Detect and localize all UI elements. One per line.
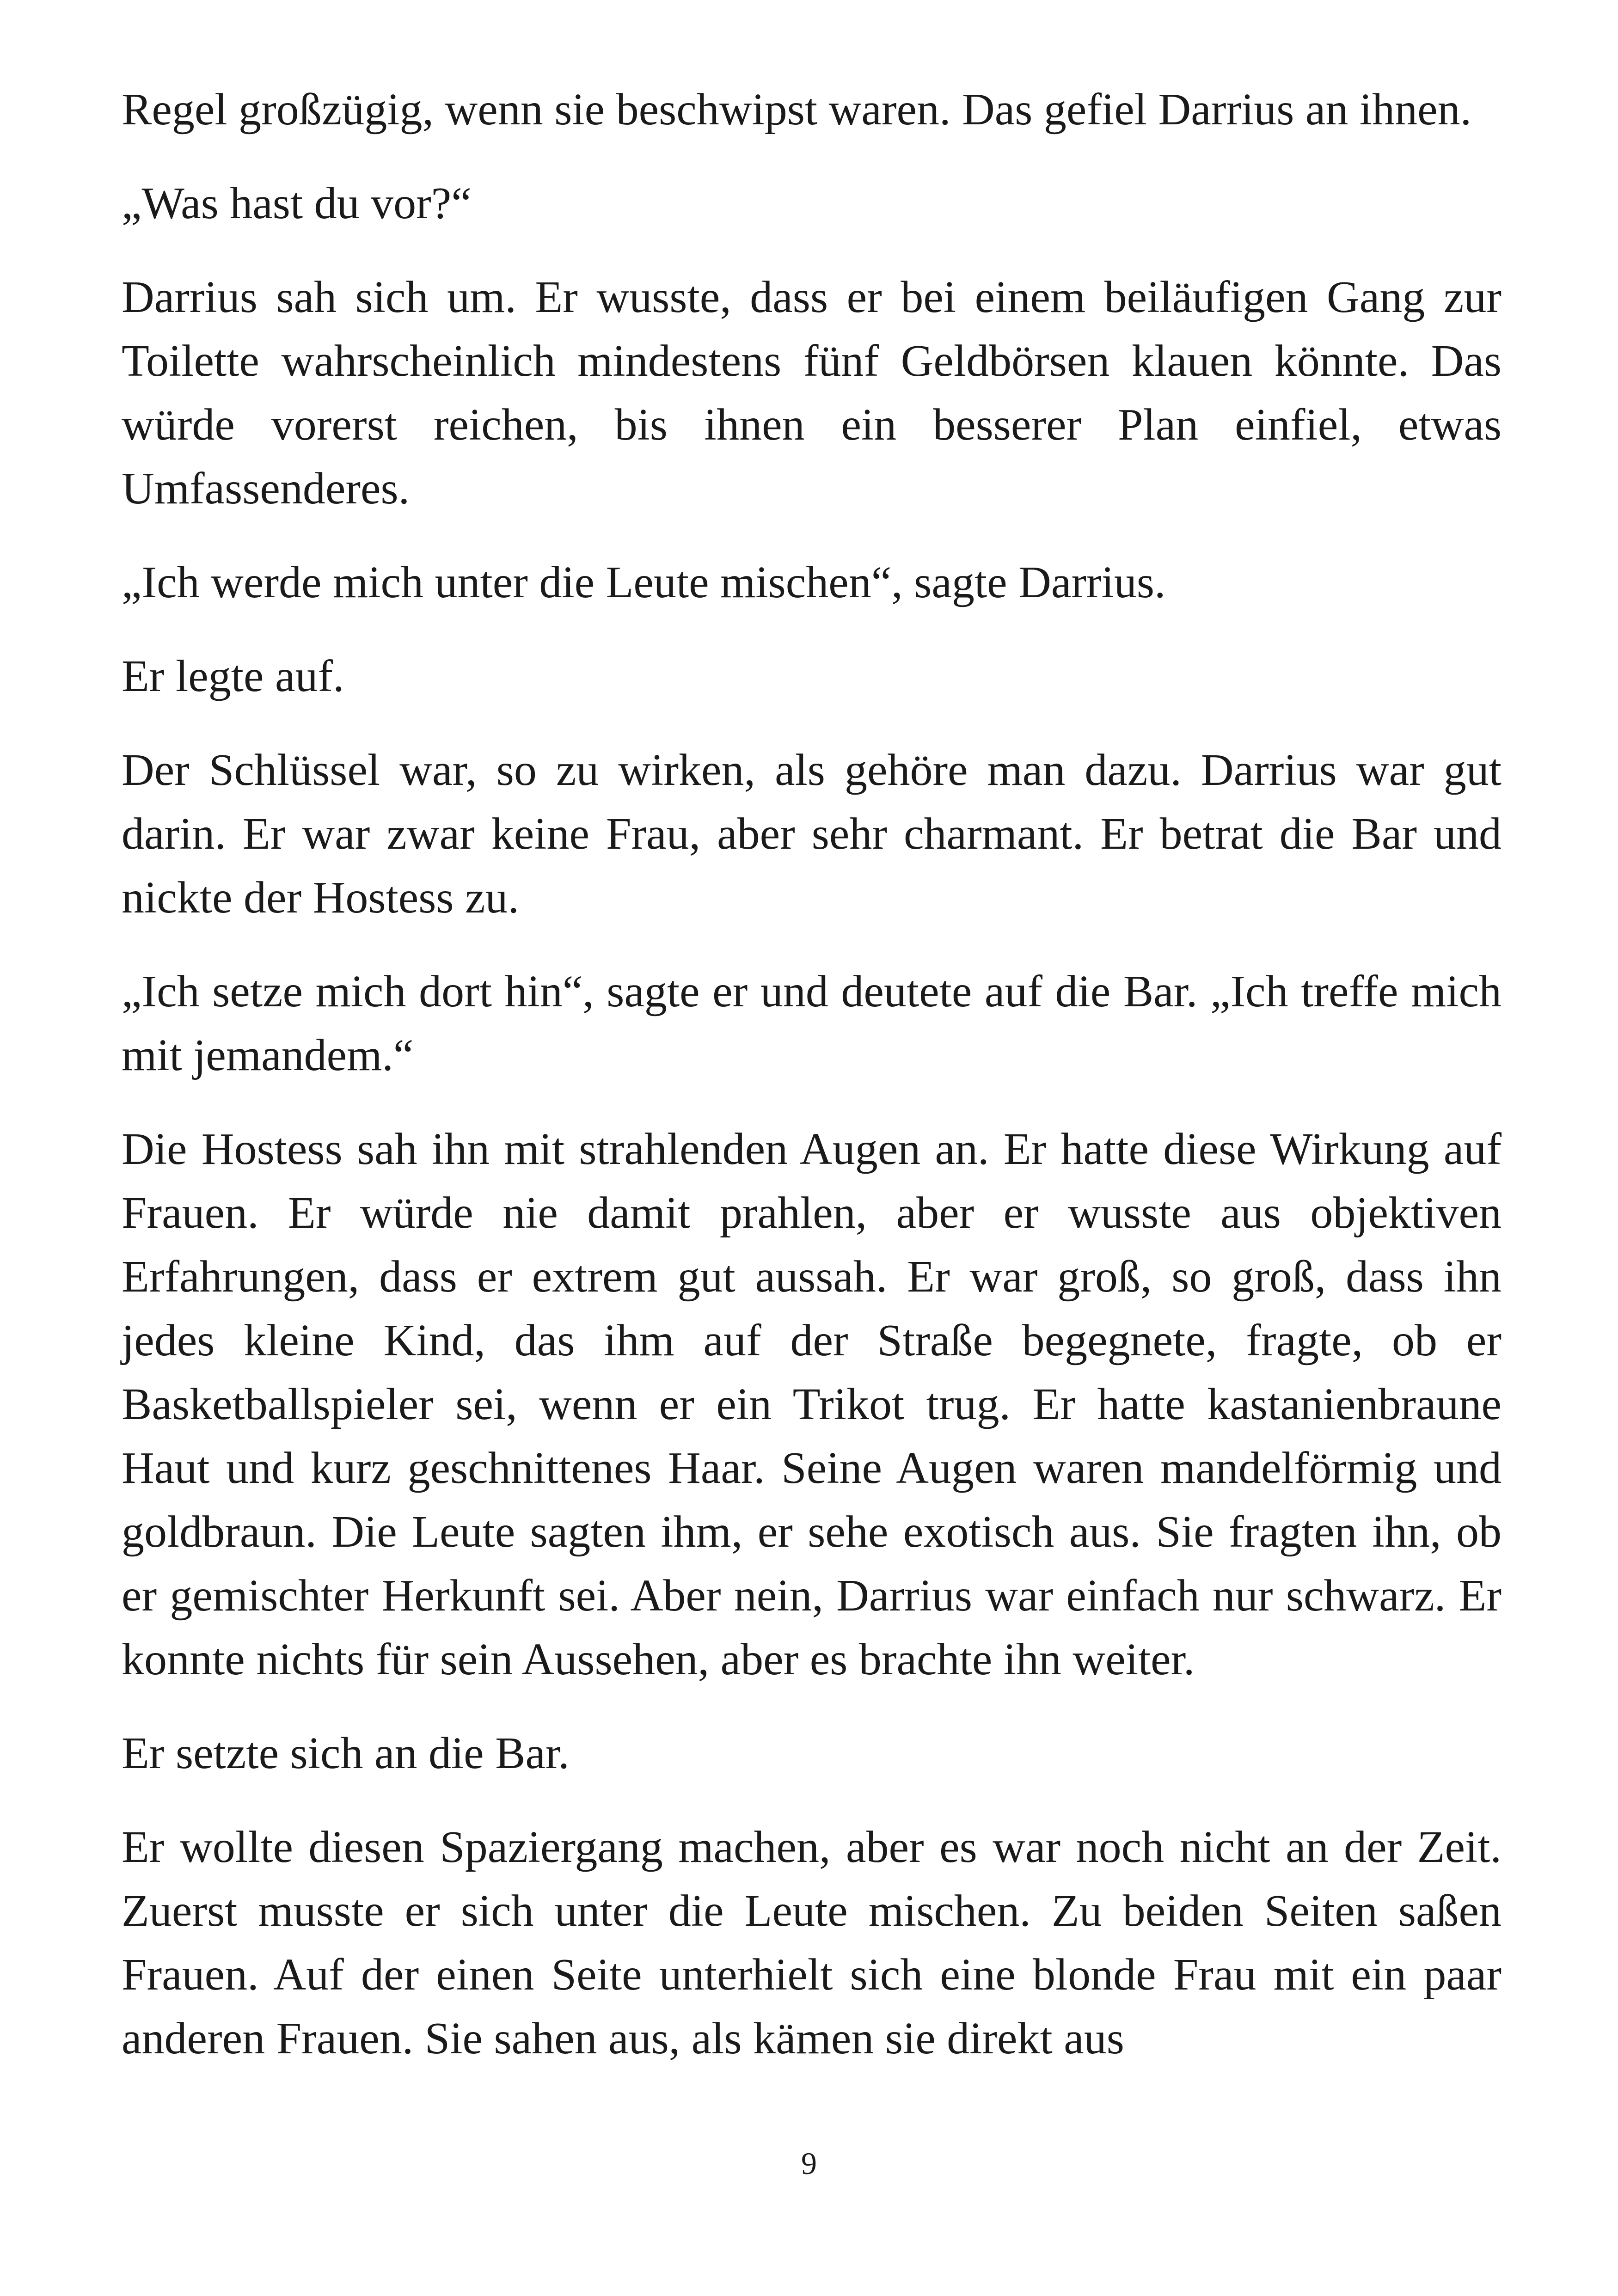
paragraph-2: „Was hast du vor?“ xyxy=(122,178,472,228)
paragraph-5: Er legte auf. xyxy=(122,651,344,701)
paragraph-4: „Ich werde mich unter die Leute mischen“, sagte Darrius. xyxy=(122,557,1166,607)
paragraph-3: Darrius sah sich um. Er wusste, dass er bei einem beiläufigen Gang zur Toilette wahrscheinlich mindestens fünf Geldbörsen klauen könnte. Das würde vorerst reichen, bis ihnen ein besserer Plan einfiel, etwas Umfassenderes. xyxy=(122,272,1502,514)
paragraph-1: Regel großzügig, wenn sie beschwipst waren. Das gefiel Darrius an ihnen. xyxy=(122,85,1472,135)
paragraph-9: Er setzte sich an die Bar. xyxy=(122,1728,570,1778)
paragraph-7: „Ich setze mich dort hin“, sagte er und deutete auf die Bar. „Ich treffe mich mit jemandem.“ xyxy=(122,967,1502,1080)
paragraph-6: Der Schlüssel war, so zu wirken, als gehöre man dazu. Darrius war gut darin. Er war zwar keine Frau, aber sehr charmant. Er betrat die Bar und nickte der Hostess zu. xyxy=(122,745,1502,923)
paragraph-10: Er wollte diesen Spaziergang machen, aber es war noch nicht an der Zeit. Zuerst musste er sich unter die Leute mischen. Zu beiden Seiten saßen Frauen. Auf der einen Seite unterhielt sich eine blonde Frau mit ein paar anderen Frauen. Sie sahen aus, als kämen sie direkt aus xyxy=(122,1822,1502,2063)
paragraph-8: Die Hostess sah ihn mit strahlenden Augen an. Er hatte diese Wirkung auf Frauen. Er würde nie damit prahlen, aber er wusste aus objektiven Erfahrungen, dass er extrem gut aussah. Er war groß, so groß, dass ihn jedes kleine Kind, das ihm auf der Straße begegnete, fragte, ob er Basketballspieler sei, wenn er ein Trikot trug. Er hatte kastanienbraune Haut und kurz geschnittenes Haar. Seine Augen waren mandelförmig und goldbraun. Die Leute sagten ihm, er sehe exotisch aus. Sie fragten ihn, ob er gemischter Herkunft sei. Aber nein, Darrius war einfach nur schwarz. Er konnte nichts für sein Aussehen, aber es brachte ihn weiter. xyxy=(122,1124,1502,1684)
page-body xyxy=(122,78,1502,2100)
page-number: 9 xyxy=(801,2146,817,2181)
